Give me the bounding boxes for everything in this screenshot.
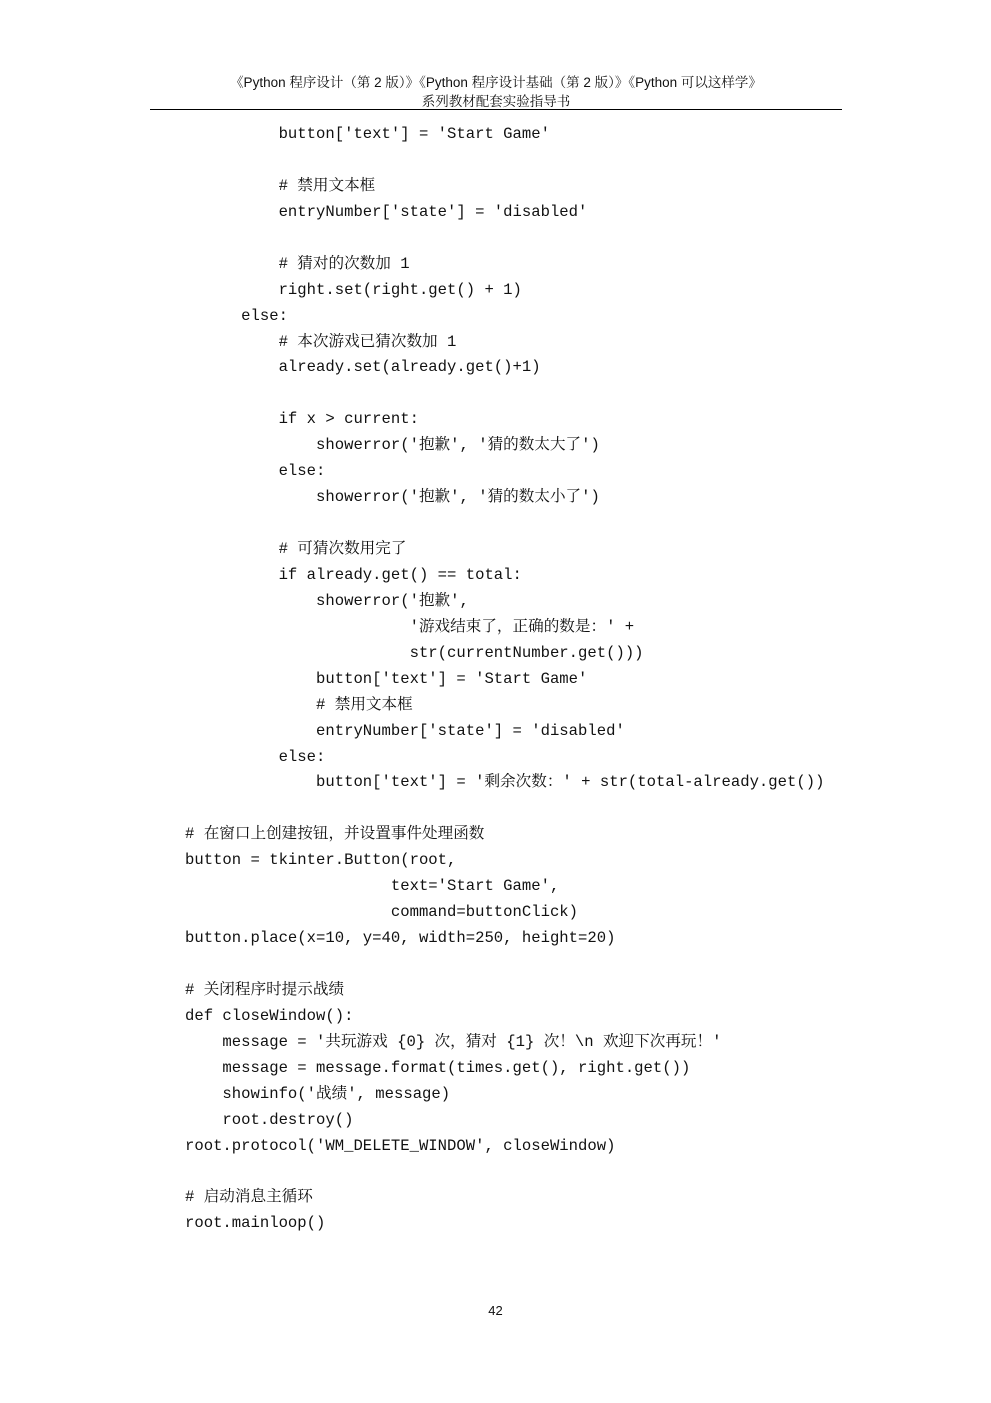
code-line (185, 1160, 824, 1186)
running-header-title: 《Python 程序设计（第 2 版）》《Python 程序设计基础（第 2 版）》《Python 可以这样学》 (230, 75, 762, 90)
code-line: text='Start Game', (185, 877, 560, 896)
code-line: button.place(x=10, y=40, width=250, height=20) (185, 929, 616, 948)
code-line: # 禁用文本框 (185, 176, 376, 195)
code-line: right.set(right.get() + 1) (185, 280, 522, 299)
code-listing (185, 122, 824, 1237)
code-line: def closeWindow(): (185, 1006, 354, 1025)
code-line: showerror('抱歉', '猜的数太小了') (185, 488, 600, 507)
code-line: root.protocol('WM_DELETE_WINDOW', closeWindow) (185, 1136, 616, 1155)
code-line: # 可猜次数用完了 (185, 540, 407, 558)
code-line: button = tkinter.Button(root, (185, 851, 457, 870)
code-line (185, 796, 824, 822)
code-line: # 本次游戏已猜次数加 1 (185, 332, 457, 351)
code-line: button['text'] = 'Start Game' (185, 125, 550, 143)
code-line: '游戏结束了，正确的数是：' + (185, 617, 635, 636)
code-line: str(currentNumber.get())) (185, 643, 644, 662)
code-line: else: (185, 462, 326, 481)
code-line: root.destroy() (185, 1110, 354, 1129)
code-line (185, 952, 824, 978)
code-line: if already.get() == total: (185, 565, 522, 584)
code-line: # 关闭程序时提示战绩 (185, 980, 345, 999)
code-line: else: (185, 747, 326, 766)
code-line: root.mainloop() (185, 1214, 326, 1233)
header-rule (150, 109, 842, 110)
running-header-subtitle: 系列教材配套实验指导书 (421, 94, 571, 109)
code-line: command=buttonClick) (185, 903, 579, 922)
code-line: message = '共玩游戏 {0} 次，猜对 {1} 次！\n 欢迎下次再玩！' (185, 1032, 722, 1051)
code-line: showerror('抱歉', (185, 591, 469, 610)
code-line: button['text'] = 'Start Game' (185, 669, 588, 688)
code-line: if x > current: (185, 410, 419, 429)
code-line (185, 148, 824, 174)
code-line: # 在窗口上创建按钮，并设置事件处理函数 (185, 825, 485, 844)
page-number: 42 (488, 1303, 503, 1318)
code-line (185, 511, 824, 537)
code-line: # 猜对的次数加 1 (185, 254, 410, 273)
code-line: # 启动消息主循环 (185, 1188, 313, 1207)
code-line: message = message.format(times.get(), right.get()) (185, 1058, 691, 1077)
code-line: entryNumber['state'] = 'disabled' (185, 202, 588, 221)
code-line (185, 226, 824, 252)
code-line: showerror('抱歉', '猜的数太大了') (185, 436, 600, 455)
code-line: # 禁用文本框 (185, 695, 413, 714)
code-line: showinfo('战绩', message) (185, 1084, 451, 1103)
code-line: button['text'] = '剩余次数：' + str(total-already.get()) (185, 773, 825, 792)
code-line: else: (185, 306, 288, 325)
code-line (185, 381, 824, 407)
code-line: entryNumber['state'] = 'disabled' (185, 721, 625, 740)
code-line: already.set(already.get()+1) (185, 358, 541, 377)
